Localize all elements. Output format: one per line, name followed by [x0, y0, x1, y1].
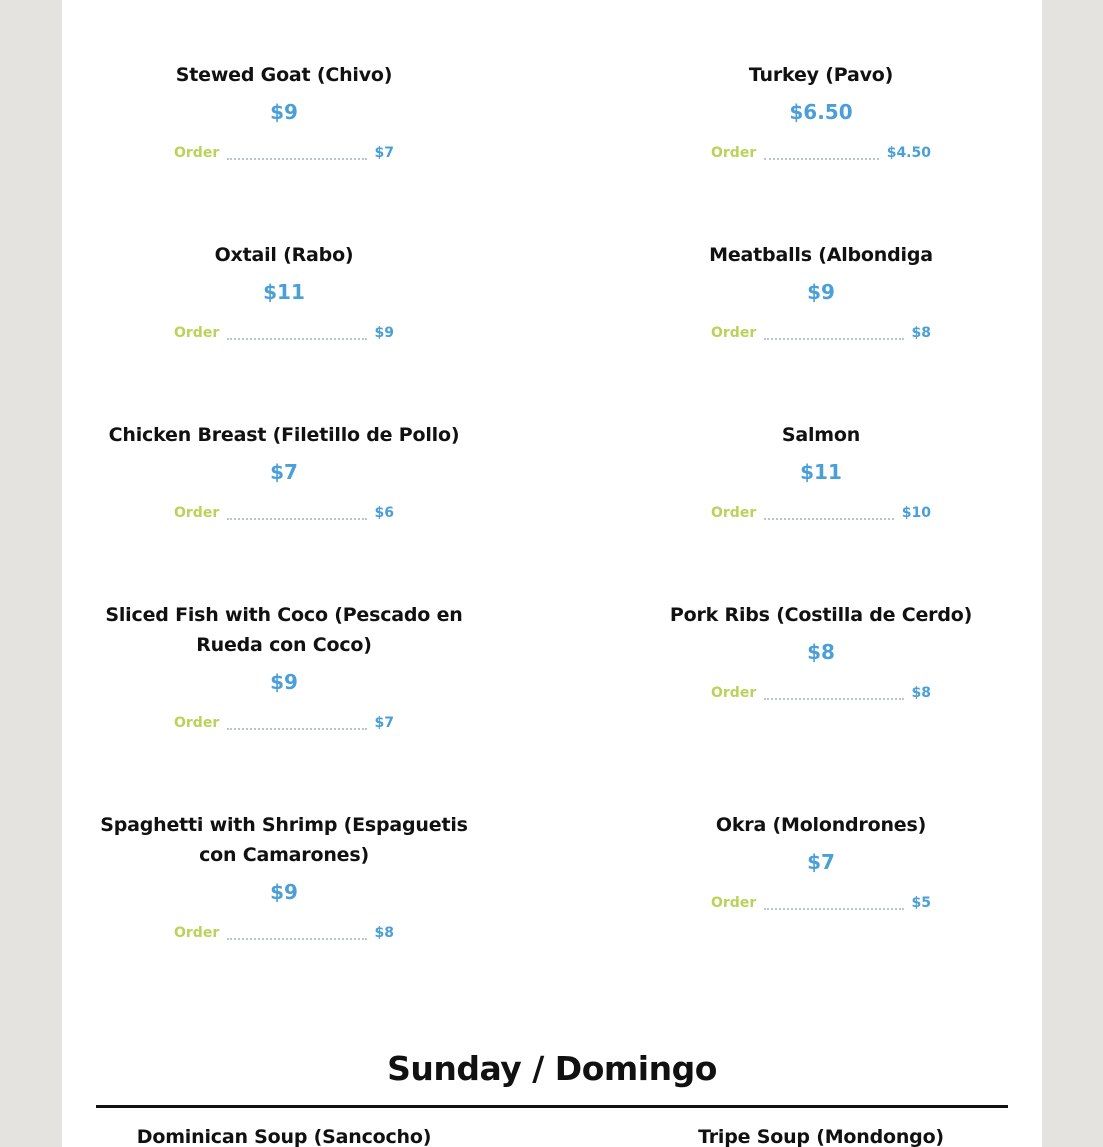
- menu-item: [631, 412, 1011, 523]
- order-row: [711, 893, 931, 913]
- order-button[interactable]: Order: [711, 895, 757, 911]
- dotted-leader: [764, 908, 903, 910]
- item-name: Turkey (Pavo): [748, 64, 894, 86]
- menu-item: [631, 232, 1011, 343]
- item-price: $11: [263, 280, 305, 304]
- dotted-leader: [227, 338, 366, 340]
- order-price: $6: [374, 505, 394, 521]
- order-price: $8: [911, 325, 931, 341]
- section-title: Sunday / Domingo: [387, 1049, 717, 1088]
- dotted-leader: [764, 698, 903, 700]
- order-button[interactable]: Order: [711, 505, 757, 521]
- order-row: [174, 923, 394, 943]
- menu-item: [94, 52, 474, 163]
- menu-item: [94, 802, 474, 943]
- order-button[interactable]: Order: [711, 325, 757, 341]
- section-divider: [96, 1105, 1008, 1108]
- order-button[interactable]: Order: [174, 715, 220, 731]
- dotted-leader: [227, 728, 366, 730]
- order-button[interactable]: Order: [711, 685, 757, 701]
- item-price: $7: [807, 850, 835, 874]
- menu-item-name: Tripe Soup (Mondongo): [698, 1126, 944, 1147]
- order-row: [711, 503, 931, 523]
- item-name: Pork Ribs (Costilla de Cerdo): [669, 604, 973, 626]
- menu-item: [94, 592, 474, 733]
- item-price: $7: [270, 460, 298, 484]
- item-name: Oxtail (Rabo): [214, 244, 354, 266]
- order-row: [174, 503, 394, 523]
- order-price: $5: [911, 895, 931, 911]
- menu-item: [631, 802, 1011, 913]
- item-price: $9: [270, 670, 298, 694]
- item-price: $8: [807, 640, 835, 664]
- order-button[interactable]: Order: [711, 145, 757, 161]
- item-price: $9: [270, 880, 298, 904]
- item-name: Sliced Fish with Coco (Pescado en Rueda con Coco): [105, 604, 463, 656]
- item-name: Spaghetti with Shrimp (Espaguetis con Camarones): [100, 814, 468, 866]
- order-row: [174, 713, 394, 733]
- order-price: $10: [901, 505, 931, 521]
- item-name: Meatballs (Albondiga: [709, 244, 933, 266]
- menu-item: [631, 52, 1011, 163]
- dotted-leader: [764, 338, 903, 340]
- order-button[interactable]: Order: [174, 505, 220, 521]
- item-price: $11: [800, 460, 842, 484]
- order-row: [711, 143, 931, 163]
- order-price: $8: [911, 685, 931, 701]
- order-price: $4.50: [886, 145, 931, 161]
- menu-page: [62, 0, 1042, 1147]
- item-name: Stewed Goat (Chivo): [175, 64, 393, 86]
- order-price: $7: [374, 715, 394, 731]
- order-price: $8: [374, 925, 394, 941]
- menu-item-name: Dominican Soup (Sancocho): [136, 1126, 432, 1147]
- dotted-leader: [227, 938, 366, 940]
- dotted-leader: [227, 158, 366, 160]
- order-price: $9: [374, 325, 394, 341]
- dotted-leader: [227, 518, 366, 520]
- menu-item: [94, 412, 474, 523]
- order-row: [174, 323, 394, 343]
- order-button[interactable]: Order: [174, 925, 220, 941]
- item-name: Okra (Molondrones): [715, 814, 927, 836]
- order-row: [174, 143, 394, 163]
- order-row: [711, 323, 931, 343]
- menu-item: [94, 232, 474, 343]
- item-price: $9: [270, 100, 298, 124]
- dotted-leader: [764, 518, 894, 520]
- item-name: Salmon: [781, 424, 861, 446]
- item-name: Chicken Breast (Filetillo de Pollo): [108, 424, 460, 446]
- order-button[interactable]: Order: [174, 325, 220, 341]
- order-row: [711, 683, 931, 703]
- dotted-leader: [764, 158, 878, 160]
- order-price: $7: [374, 145, 394, 161]
- menu-item: [631, 592, 1011, 703]
- order-button[interactable]: Order: [174, 145, 220, 161]
- item-price: $9: [807, 280, 835, 304]
- item-price: $6.50: [789, 100, 853, 124]
